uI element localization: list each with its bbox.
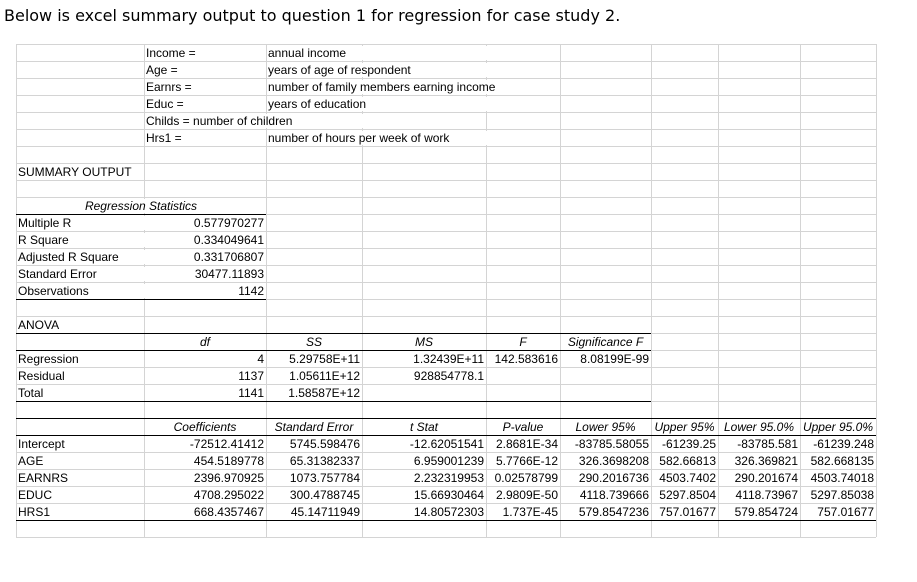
regression-stats-title: Regression Statistics [18,199,264,213]
stat-value: 0.334049641 [144,233,264,247]
gridline-row [16,265,876,266]
anova-row-label: Residual [18,369,142,383]
coef-value: 290.201674 [719,471,798,485]
definition-text: number of hours per week of work [268,131,528,145]
coef-header: Coefficients [146,420,264,434]
gridline-row [16,537,876,538]
anova-header: MS [364,335,484,349]
gridline-row [16,367,876,368]
coef-value: 45.14711949 [267,505,360,519]
definition-term: Income = [146,46,264,60]
coef-value: 300.4788745 [267,488,360,502]
anova-value: 142.583616 [488,352,558,366]
gridline-row [16,180,876,181]
stat-value: 30477.11893 [144,267,264,281]
gridline-row [16,112,876,113]
anova-row-label: Total [18,386,142,400]
stat-label: Observations [18,284,142,298]
definition-term: Educ = [146,97,264,111]
gridline-row [16,146,876,147]
coef-value: -12.62051541 [363,437,484,451]
coef-value: -83785.581 [719,437,798,451]
gridline-row [16,61,876,62]
coef-header: Upper 95.0% [802,420,874,434]
border-line [16,333,651,334]
stat-label: Multiple R [18,216,142,230]
coef-row-label: HRS1 [18,505,142,519]
coef-header: Standard Error [268,420,360,434]
page-heading: Below is excel summary output to question 1 for regression for case study 2. [4,6,621,25]
border-line [16,214,266,215]
gridline-row [16,452,876,453]
coef-value: 454.5189778 [145,454,264,468]
coef-value: 326.3698208 [561,454,649,468]
stat-label: R Square [18,233,142,247]
border-line [16,299,266,300]
coef-value: 5297.85038 [801,488,874,502]
coef-value: 4118.739666 [561,488,649,502]
definition-term: Hrs1 = [146,131,264,145]
coef-value: 2.232319953 [363,471,484,485]
definition-term: Childs = number of children [146,114,386,128]
gridline-row [16,95,876,96]
stat-label: Standard Error [18,267,142,281]
coef-value: 582.668135 [801,454,874,468]
gridline-row [16,231,876,232]
coef-value: 6.959001239 [363,454,484,468]
definition-term: Earnrs = [146,80,264,94]
coef-value: 5745.598476 [267,437,360,451]
gridline-row [16,44,876,45]
anova-header: Significance F [562,335,649,349]
coef-value: 4503.7402 [652,471,716,485]
gridline-col [876,44,877,537]
gridline-row [16,282,876,283]
anova-value: 1137 [146,369,264,383]
gridline-row [16,163,876,164]
coef-header: Lower 95.0% [720,420,798,434]
coef-header: t Stat [364,420,484,434]
coef-value: 668.4357467 [145,505,264,519]
gridline-row [16,384,876,385]
anova-value: 928854778.1 [364,369,484,383]
coef-value: 579.8547236 [561,505,649,519]
anova-title: ANOVA [18,318,142,332]
coef-value: 582.66813 [652,454,716,468]
anova-value: 1.32439E+11 [364,352,484,366]
coef-value: 2396.970925 [145,471,264,485]
anova-value: 1141 [146,386,264,400]
coef-value: 1.737E-45 [487,505,558,519]
definition-text: annual income [268,46,528,60]
coef-row-label: EARNRS [18,471,142,485]
border-line [16,350,651,351]
anova-value: 1.58587E+12 [268,386,360,400]
gridline-row [16,248,876,249]
gridline-row [16,503,876,504]
stat-value: 0.331706807 [144,250,264,264]
coef-value: 2.8681E-34 [487,437,558,451]
coef-value: -61239.25 [652,437,716,451]
coef-value: 5.7766E-12 [487,454,558,468]
coef-value: 4708.295022 [145,488,264,502]
coef-value: 290.2016736 [561,471,649,485]
border-line [16,401,651,402]
coef-row-label: AGE [18,454,142,468]
anova-value: 4 [146,352,264,366]
coef-header: Lower 95% [562,420,649,434]
anova-header: df [146,335,264,349]
coef-value: 0.02578799 [487,471,558,485]
coef-row-label: Intercept [18,437,142,451]
coef-value: 579.854724 [719,505,798,519]
stat-value: 0.577970277 [144,216,264,230]
anova-value: 1.05611E+12 [268,369,360,383]
anova-header: F [488,335,558,349]
definition-text: number of family members earning income [268,80,528,94]
anova-row-label: Regression [18,352,142,366]
anova-value: 8.08199E-99 [562,352,649,366]
coef-value: 757.01677 [652,505,716,519]
coef-value: 15.66930464 [363,488,484,502]
coef-row-label: EDUC [18,488,142,502]
coef-value: 326.369821 [719,454,798,468]
border-line [16,435,876,436]
gridline-row [16,469,876,470]
definition-text: years of age of respondent [268,63,528,77]
coef-header: Upper 95% [654,420,715,434]
coef-value: -72512.41412 [145,437,264,451]
stat-value: 1142 [144,284,264,298]
coef-value: 4503.74018 [801,471,874,485]
border-line [16,418,876,419]
stat-label: Adjusted R Square [18,250,142,264]
coef-value: 65.31382337 [267,454,360,468]
coef-header: P-value [488,420,558,434]
gridline-row [16,316,876,317]
definition-term: Age = [146,63,264,77]
coef-value: 4118.73967 [719,488,798,502]
coef-value: -61239.248 [801,437,874,451]
gridline-row [16,129,876,130]
coef-value: 2.9809E-50 [487,488,558,502]
gridline-row [16,486,876,487]
definition-text: years of education [268,97,528,111]
coef-value: 1073.757784 [267,471,360,485]
coef-value: 757.01677 [801,505,874,519]
coef-value: -83785.58055 [561,437,649,451]
gridline-col [16,44,17,537]
anova-header: SS [268,335,360,349]
summary-title: SUMMARY OUTPUT [18,165,142,179]
gridline-row [16,197,876,198]
border-line [16,520,876,521]
anova-value: 5.29758E+11 [268,352,360,366]
coef-value: 14.80572303 [363,505,484,519]
gridline-row [16,78,876,79]
coef-value: 5297.8504 [652,488,716,502]
